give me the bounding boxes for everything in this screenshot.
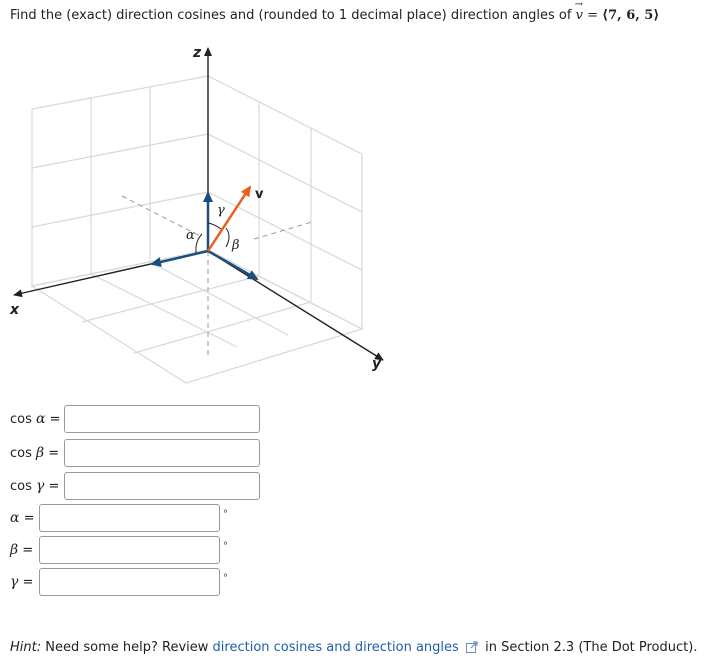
beta-degrees-input[interactable] xyxy=(39,536,220,564)
cos-beta-row xyxy=(10,439,260,467)
gamma-degrees-input[interactable] xyxy=(39,568,220,596)
cos-gamma-label: cos γ = xyxy=(10,478,60,494)
vector-symbol: v xyxy=(575,8,583,23)
gamma-label-text: γ = xyxy=(10,574,34,590)
direction-cosines-link[interactable]: direction cosines and direction angles xyxy=(212,640,459,655)
z-axis-label: z xyxy=(193,45,202,61)
external-link-icon[interactable] xyxy=(466,641,478,653)
vector-arrow-icon: → xyxy=(574,0,583,10)
beta-arc xyxy=(226,228,229,247)
gamma-label: γ xyxy=(217,203,225,218)
prompt-text: Find the (exact) direction cosines and (rounded to 1 decimal place) direction angles of xyxy=(10,8,572,23)
cos-alpha-input[interactable] xyxy=(64,405,260,433)
unit-vector-j xyxy=(208,251,257,279)
gamma-degree-unit: ° xyxy=(223,572,228,584)
beta-row xyxy=(10,536,228,564)
beta-label: β xyxy=(232,238,240,253)
beta-degree-unit: ° xyxy=(223,540,228,552)
vector-components: ⟨7, 6, 5⟩ xyxy=(602,8,660,23)
direction-angles-diagram xyxy=(0,36,420,386)
gamma-arc xyxy=(208,223,221,229)
cos-alpha-label: cos α = xyxy=(10,411,61,427)
hint-pre-text: Need some help? Review xyxy=(45,640,209,655)
vector-equals: = xyxy=(587,8,599,23)
back-wall-grid xyxy=(32,76,208,286)
hint-line xyxy=(10,640,697,655)
alpha-label: α xyxy=(186,228,195,243)
vector-v-label: v xyxy=(255,187,264,202)
beta-label-text: β = xyxy=(10,542,34,558)
cos-alpha-row xyxy=(10,405,260,433)
y-axis-label: y xyxy=(372,356,382,372)
side-wall-grid xyxy=(208,76,362,329)
gamma-row xyxy=(10,568,228,596)
cos-beta-label: cos β = xyxy=(10,445,60,461)
alpha-label-text: α = xyxy=(10,510,35,526)
vector-expression xyxy=(574,0,660,23)
cos-gamma-input[interactable] xyxy=(64,472,260,500)
unit-vector-i xyxy=(152,251,208,264)
cos-gamma-row xyxy=(10,472,260,500)
alpha-row xyxy=(10,504,228,532)
x-axis-label: x xyxy=(10,302,20,318)
alpha-arc xyxy=(196,234,202,253)
cos-beta-input[interactable] xyxy=(64,439,260,467)
question-prompt xyxy=(10,0,660,23)
alpha-degree-unit: ° xyxy=(223,508,228,520)
hint-post-text: in Section 2.3 (The Dot Product). xyxy=(485,640,698,655)
hint-label: Hint: xyxy=(10,640,42,655)
vector-v-arrow xyxy=(208,187,250,251)
alpha-degrees-input[interactable] xyxy=(39,504,220,532)
